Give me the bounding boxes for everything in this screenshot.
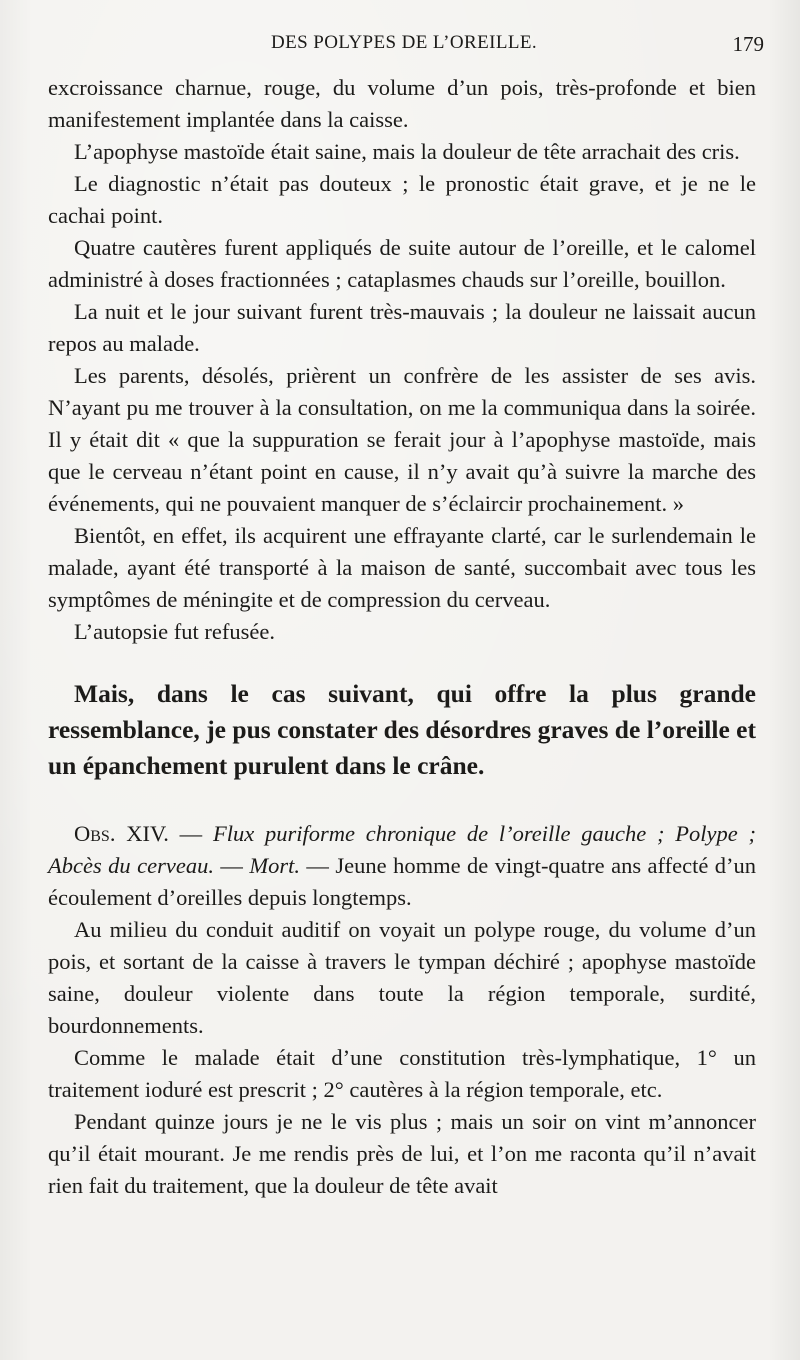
observation-title: Flux puriforme chronique de l’oreille gauche ; Polype ; Abcès du cerveau.: [48, 821, 756, 878]
paragraph: Comme le malade était d’une constitution très-lymphatique, 1° un traitement ioduré est prescrit ; 2° cautères à la région temporale, etc.: [48, 1045, 756, 1102]
paragraph: Bientôt, en effet, ils acquirent une effrayante clarté, car le surlendemain le malade, ayant été transporté à la maison de santé, succombait avec tous les symptômes de méningite et de compression du cerveau.: [48, 523, 756, 612]
page-number: 179: [732, 32, 764, 56]
paragraph: Quatre cautères furent appliqués de suite autour de l’oreille, et le calomel administré à doses fractionnées ; cataplasmes chauds sur l’oreille, bouillon.: [48, 235, 756, 292]
paragraph: Les parents, désolés, prièrent un confrère de les assister de ses avis. N’ayant pu me trouver à la consultation, on me la communiqua dans la soirée. Il y était dit « que la suppuration se ferait jour à l’apophyse mastoïde, mais que le cerveau n’étant point en cause, il n’y avait qu’à suivre la marche des événements, qui ne pouvaient manquer de s’éclaircir prochainement. »: [48, 363, 756, 516]
page-header: [48, 26, 764, 60]
paragraph: Le diagnostic n’était pas douteux ; le pronostic était grave, et je ne le cachai point.: [48, 171, 756, 228]
paragraph: Au milieu du conduit auditif on voyait un polype rouge, du volume d’un pois, et sortant de la caisse à travers le tympan déchiré ; apophyse mastoïde saine, douleur violente dans toute la région temporale, surdité, bourdonnements.: [48, 917, 756, 1038]
paragraph: Pendant quinze jours je ne le vis plus ; mais un soir on vint m’annoncer qu’il était mourant. Je me rendis près de lui, et l’on me raconta qu’il n’avait rien fait du traitement, que la douleur de tête avait: [48, 1109, 756, 1198]
lead-paragraph: Mais, dans le cas suivant, qui offre la plus grande ressemblance, je pus constater des désordres graves de l’oreille et un épanchement purulent dans le crâne.: [48, 679, 756, 780]
observation-dash: —: [213, 853, 250, 878]
observation-dash: —: [299, 853, 336, 878]
paragraph: L’autopsie fut refusée.: [74, 619, 275, 644]
observation-dash: —: [168, 821, 213, 846]
paragraph: La nuit et le jour suivant furent très-mauvais ; la douleur ne laissait aucun repos au malade.: [48, 299, 756, 356]
page-body: [48, 72, 756, 1202]
observation-label: Obs. XIV.: [74, 821, 169, 846]
observation-outcome: Mort.: [249, 853, 300, 878]
observation-text: Jeune homme de vingt-quatre ans affecté d’un écoulement d’oreilles depuis longtemps.: [48, 853, 757, 910]
running-title: DES POLYPES DE L’OREILLE.: [270, 32, 537, 53]
paragraph: excroissance charnue, rouge, du volume d’un pois, très-profonde et bien manifestement implantée dans la caisse.: [48, 75, 756, 132]
paragraph: L’apophyse mastoïde était saine, mais la douleur de tête arrachait des cris.: [74, 139, 740, 164]
observation-heading: [48, 818, 756, 914]
